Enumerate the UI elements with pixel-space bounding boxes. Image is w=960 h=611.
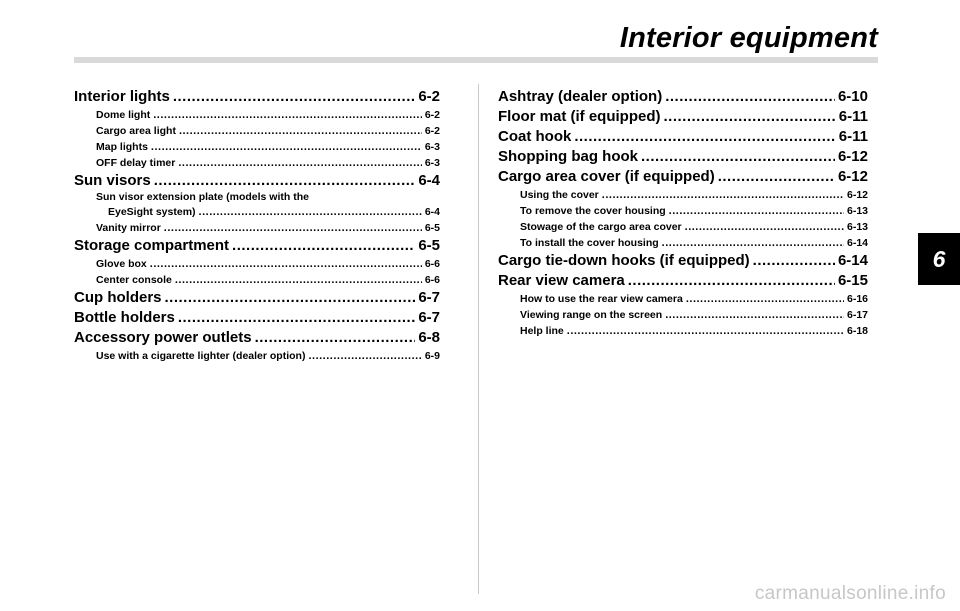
toc-dot-leader [718,169,835,184]
toc-dot-leader [178,158,421,169]
toc-entry-title: Coat hook [498,128,572,145]
toc-entry[interactable] [498,271,868,291]
toc-dot-leader [178,310,415,325]
toc-entry-title: Glove box [96,258,147,270]
toc-entry-page: 6-11 [838,108,868,125]
toc-entry-title: Dome light [96,109,151,121]
toc-entry-title: Center console [96,274,172,286]
toc-entry-page: 6-14 [846,237,868,249]
toc-entry-title: Cargo area cover (if equipped) [498,168,715,185]
toc-entry-page: 6-5 [418,237,440,254]
toc-dot-leader [173,89,415,104]
toc-dot-leader [153,110,422,121]
toc-entry[interactable] [74,155,440,171]
toc-entry[interactable] [498,203,868,219]
toc-column-right [498,87,868,339]
toc-entry-title: OFF delay timer [96,157,176,169]
toc-dot-leader [308,351,421,362]
toc-entry-page: 6-9 [424,350,440,362]
toc-entry-title: Bottle holders [74,309,175,326]
toc-entry[interactable] [498,147,868,167]
toc-entry-title: Interior lights [74,88,170,105]
toc-entry-page: 6-18 [846,325,868,337]
toc-dot-leader [753,253,835,268]
toc-entry[interactable] [498,219,868,235]
title-rule [74,57,878,63]
toc-entry-page: 6-16 [846,293,868,305]
toc-entry-title: To remove the cover housing [520,205,666,217]
toc-entry[interactable] [74,220,440,236]
toc-entry-title: Floor mat (if equipped) [498,108,661,125]
toc-entry-page: 6-3 [424,157,440,169]
toc-entry-page: 6-11 [838,128,868,145]
toc-dot-leader [686,294,844,305]
toc-entry[interactable] [74,139,440,155]
toc-entry-title: Sun visor extension plate (models with the [96,191,309,203]
toc-entry[interactable] [74,236,440,256]
toc-entry[interactable] [498,127,868,147]
toc-entry[interactable] [74,191,440,204]
toc-entry[interactable] [74,171,440,191]
toc-dot-leader [664,109,836,124]
toc-entry-title: Use with a cigarette lighter (dealer option) [96,350,306,362]
toc-entry[interactable] [74,123,440,139]
toc-entry-page: 6-4 [418,172,440,189]
toc-entry-title: Vanity mirror [96,222,161,234]
toc-dot-leader [232,238,415,253]
toc-entry-page: 6-6 [424,258,440,270]
toc-entry[interactable] [498,87,868,107]
toc-entry-title: Cup holders [74,289,162,306]
toc-entry[interactable] [74,272,440,288]
toc-entry-title: Using the cover [520,189,599,201]
toc-entry-page: 6-12 [837,168,868,185]
toc-entry-page: 6-10 [837,88,868,105]
toc-entry-title: Shopping bag hook [498,148,638,165]
toc-entry-title: Cargo tie-down hooks (if equipped) [498,252,750,269]
toc-entry-page: 6-14 [837,252,868,269]
toc-entry-page: 6-5 [424,222,440,234]
toc-entry[interactable] [74,328,440,348]
toc-dot-leader [179,126,422,137]
toc-dot-leader [602,190,844,201]
toc-entry-page: 6-7 [418,309,440,326]
toc-entry[interactable] [74,348,440,364]
toc-dot-leader [685,222,844,233]
toc-entry-title: Stowage of the cargo area cover [520,221,682,233]
toc-dot-leader [255,330,416,345]
toc-dot-leader [175,275,422,286]
toc-dot-leader [665,89,835,104]
watermark: carmanualsonline.info [754,583,946,604]
toc-dot-leader [665,310,844,321]
toc-entry-title: Accessory power outlets [74,329,252,346]
toc-entry-title: EyeSight system) [108,206,196,218]
toc-entry-page: 6-12 [837,148,868,165]
toc-entry[interactable] [498,235,868,251]
column-divider [478,84,479,594]
toc-entry[interactable] [74,288,440,308]
toc-dot-leader [164,223,422,234]
toc-entry-title: Rear view camera [498,272,625,289]
toc-entry-page: 6-4 [424,206,440,218]
toc-entry-title: Cargo area light [96,125,176,137]
toc-dot-leader [151,142,422,153]
toc-entry-page: 6-2 [424,125,440,137]
toc-dot-leader [567,326,844,337]
chapter-tab[interactable]: 6 [918,233,960,285]
page-title: Interior equipment [619,22,878,54]
toc-entry-page: 6-15 [837,272,868,289]
toc-entry-title: Help line [520,325,564,337]
toc-entry-title: Map lights [96,141,148,153]
toc-entry-title: Viewing range on the screen [520,309,663,321]
toc-entry[interactable] [498,251,868,271]
toc-dot-leader [574,129,835,144]
toc-entry[interactable] [498,167,868,187]
toc-entry-title: Ashtray (dealer option) [498,88,663,105]
toc-dot-leader [199,207,422,218]
toc-entry-title: Storage compartment [74,237,230,254]
toc-entry[interactable] [74,87,440,107]
toc-entry[interactable] [498,187,868,203]
toc-dot-leader [641,149,835,164]
toc-entry[interactable] [498,323,868,339]
toc-entry-title: To install the cover housing [520,237,659,249]
toc-entry-page: 6-2 [418,88,440,105]
toc-dot-leader [165,290,416,305]
toc-dot-leader [628,273,835,288]
toc-entry[interactable] [74,308,440,328]
toc-entry-page: 6-7 [418,289,440,306]
toc-entry-page: 6-6 [424,274,440,286]
toc-entry[interactable] [74,204,440,220]
toc-dot-leader [154,173,416,188]
toc-entry[interactable] [498,107,868,127]
toc-entry-title: Sun visors [74,172,151,189]
toc-entry[interactable] [498,291,868,307]
toc-entry-title: How to use the rear view camera [520,293,683,305]
toc-entry-page: 6-2 [424,109,440,121]
toc-entry-page: 6-17 [846,309,868,321]
toc-dot-leader [150,259,422,270]
toc-entry-page: 6-13 [846,205,868,217]
toc-entry-page: 6-12 [846,189,868,201]
toc-entry[interactable] [74,107,440,123]
toc-entry[interactable] [498,307,868,323]
toc-dot-leader [662,238,844,249]
toc-column-left [74,87,440,364]
toc-entry-page: 6-3 [424,141,440,153]
toc-entry[interactable] [74,256,440,272]
toc-dot-leader [669,206,844,217]
toc-entry-page: 6-8 [418,329,440,346]
toc-entry-page: 6-13 [846,221,868,233]
